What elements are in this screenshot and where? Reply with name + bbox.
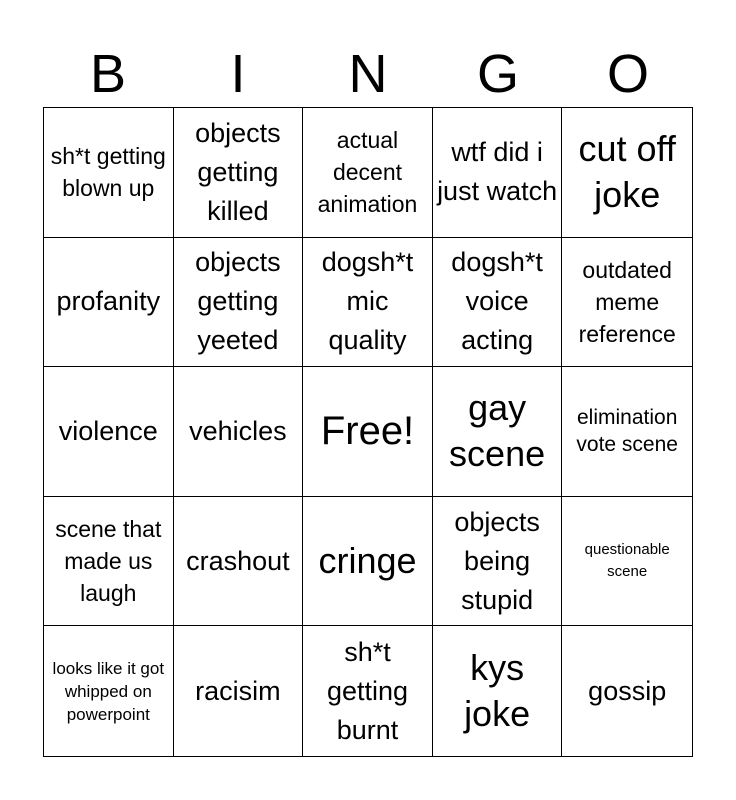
cell-text: kys joke xyxy=(464,647,531,735)
bingo-cell[interactable] xyxy=(433,367,563,497)
bingo-header xyxy=(43,40,693,108)
cell-text: questionable scene xyxy=(584,541,670,581)
bingo-cell[interactable] xyxy=(433,497,563,627)
cell-text: sh*t getting blown up xyxy=(50,143,166,202)
header-letter-n: N xyxy=(348,44,388,104)
cell-text: racisim xyxy=(195,675,281,706)
bingo-cell[interactable] xyxy=(44,626,174,756)
bingo-board xyxy=(43,107,693,757)
bingo-cell[interactable] xyxy=(174,497,304,627)
cell-text: actual decent animation xyxy=(317,127,418,218)
bingo-cell[interactable] xyxy=(174,108,304,238)
cell-text: objects getting killed xyxy=(195,117,281,226)
bingo-cell[interactable] xyxy=(303,497,433,627)
free-space-label: Free! xyxy=(320,409,415,454)
cell-text: looks like it got whipped on powerpoint xyxy=(52,658,165,724)
bingo-cell[interactable] xyxy=(44,497,174,627)
cell-text: profanity xyxy=(56,286,161,317)
bingo-cell[interactable] xyxy=(303,108,433,238)
cell-text: cringe xyxy=(318,540,417,582)
cell-text: wtf did i just watch xyxy=(437,137,558,207)
cell-text: elimination vote scene xyxy=(576,406,678,457)
header-letter-i: I xyxy=(230,44,246,104)
cell-text: scene that made us laugh xyxy=(55,516,162,607)
bingo-cell[interactable] xyxy=(433,238,563,368)
free-space[interactable] xyxy=(303,367,433,497)
cell-text: gossip xyxy=(588,675,667,706)
bingo-cell[interactable] xyxy=(303,626,433,756)
bingo-cell[interactable] xyxy=(562,238,692,368)
cell-text: crashout xyxy=(186,545,290,576)
cell-text: vehicles xyxy=(189,415,287,446)
cell-text: dogsh*t voice acting xyxy=(451,247,543,356)
cell-text: outdated meme reference xyxy=(578,256,676,347)
bingo-cell[interactable] xyxy=(174,626,304,756)
bingo-cell[interactable] xyxy=(174,367,304,497)
bingo-cell[interactable] xyxy=(174,238,304,368)
bingo-cell[interactable] xyxy=(562,367,692,497)
cell-text: objects being stupid xyxy=(454,506,540,615)
cell-text: dogsh*t mic quality xyxy=(321,247,414,356)
bingo-cell[interactable] xyxy=(562,108,692,238)
cell-text: violence xyxy=(58,415,158,446)
bingo-cell[interactable] xyxy=(44,367,174,497)
header-letter-o: O xyxy=(606,44,649,104)
bingo-cell[interactable] xyxy=(433,108,563,238)
bingo-cell[interactable] xyxy=(562,497,692,627)
cell-text: gay scene xyxy=(449,387,546,475)
cell-text: sh*t getting burnt xyxy=(326,636,409,745)
bingo-cell[interactable] xyxy=(44,238,174,368)
bingo-cell[interactable] xyxy=(303,238,433,368)
cell-text: objects getting yeeted xyxy=(195,247,281,356)
header-letter-g: G xyxy=(476,44,519,104)
bingo-cell[interactable] xyxy=(44,108,174,238)
cell-text: cut off joke xyxy=(578,128,676,216)
bingo-cell[interactable] xyxy=(562,626,692,756)
bingo-cell[interactable] xyxy=(433,626,563,756)
header-letter-b: B xyxy=(89,44,127,104)
